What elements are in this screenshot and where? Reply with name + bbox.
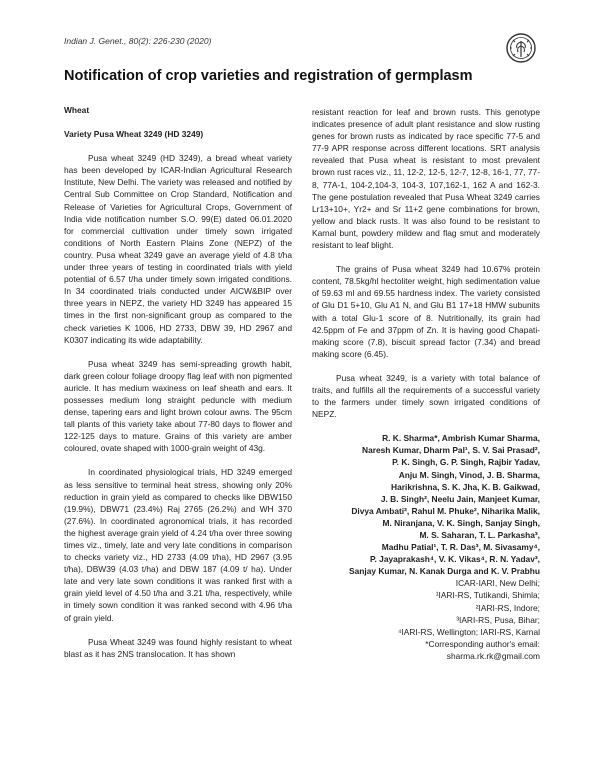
- corresponding-email[interactable]: sharma.rk.rk@gmail.com: [446, 650, 540, 661]
- affiliation-line: *Corresponding author's email:: [425, 638, 540, 649]
- right-column: [312, 106, 540, 662]
- author-line: P. K. Singh, G. P. Singh, Rajbir Yadav,: [392, 457, 540, 468]
- author-list: [312, 432, 540, 577]
- author-line: Divya Ambati², Rahul M. Phuke², Niharika Malik,: [351, 505, 540, 516]
- page-title: Notification of crop varieties and registration of germplasm: [64, 68, 473, 84]
- author-line: R. K. Sharma*, Ambrish Kumar Sharma,: [382, 433, 540, 444]
- author-line: M. Niranjana, V. K. Singh, Sanjay Singh,: [382, 517, 540, 528]
- variety-heading: Variety Pusa Wheat 3249 (HD 3249): [64, 129, 204, 140]
- paragraph: resistant reaction for leaf and brown rusts. This genotype indicates presence of adult plant resistance and slow rusting genes for brown rusts as indicated by race specific 77-5 and 77-9 APR response across different locations. SRT analysis revealed that Pusa wheat is resistant to most prevalent brown rust races viz., 11, 12-2, 12-5, 12-7, 12-8, 16-1, 77, 77-8, 77A-1, 104-2,104-3, 104-3, 107,162-1, 162 A and 162-3. The gene postulation revealed that Pusa Wheat 3249 carries Lr13+10+, Yr2+ and Sr 11+2 gene combinations for brown, yellow and black rusts. It was also found to be resistant to Karnal bunt, powdery mildew and flag smut and moderately resistant to leaf blight.: [312, 107, 540, 251]
- journal-emblem-icon: [505, 32, 537, 64]
- author-line: J. B. Singh², Neelu Jain, Manjeet Kumar,: [380, 493, 540, 504]
- author-line: M. S. Saharan, T. L. Parkasha³,: [419, 530, 540, 540]
- author-line: Harikrishna, S. K. Jha, K. B. Gaikwad,: [391, 481, 540, 492]
- author-block: [312, 432, 540, 662]
- affiliation-line: ICAR-IARI, New Delhi;: [455, 578, 540, 589]
- paragraph: In coordinated physiological trials, HD 3249 emerged as less sensitive to terminal heat stress, showing only 20% reduction in grain yield as compared to checks like DBW150 (19.9%), DBW71 (23.4%) Raj 2765 (26.2%) and WH 370 (27.6%). In coordinated agronomical trials, it has recorded the highest average grain yield of 4.24 t/ha over three sowing times viz., timely, late and very late conditions in comparison to checks variety viz., HD 2733 (4.09 t/ha), HD 2967 (3.95 t/ha), DBW39 (4.03 t/ha) and DBW 187 (4.09 t/ ha). Under late and very late sown conditions it was ranked first with a grain yield level of 4.50 t/ha and 3.21 t/ha, respectively, while in timely sown condition it was ranked second with 4.96 t/ha of grain yield.: [64, 467, 292, 623]
- paragraph: Pusa Wheat 3249 was found highly resistant to wheat blast as it has 2NS translocation. It has shown: [64, 636, 292, 659]
- paragraph: Pusa wheat 3249, is a variety with total balance of traits, and fulfills all the requirements of a successful variety to the farmers under timely sown irrigated conditions of NEPZ.: [312, 372, 540, 420]
- author-line: P. Jayaprakash⁴, V. K. Vikas⁴, R. N. Yadav³,: [370, 554, 540, 565]
- paragraph: Pusa wheat 3249 (HD 3249), a bread wheat variety has been developed by ICAR-Indian Agricultural Research Institute, New Delhi. The variety was released and notified by Central Sub Committee on Crop Standard, Notification and Release of Varieties for Agricultural Crops, Government of India vide notification number S.O. 99(E) dated 06.01.2020 for commercial cultivation under timely sown irrigated conditions of North Eastern Plains Zone (NEPZ) of the country. Pusa wheat 3249 gave an average yield of 4.8 t/ha under three years of testing in coordinated trials with yield potential of 6.57 t/ha under timely sown irrigated conditions. In 34 coordinated trials conducted under AICW&BIP over three years in NEPZ, the variety HD 3249 has appeared 15 times in the first non-significant group as compared to the check varieties K 1006, HD 2733, DBW 39, HD 2967 and K0307 indicating its wide adaptability.: [64, 153, 292, 345]
- affiliation-list: [312, 577, 540, 662]
- section-heading: Wheat: [64, 105, 90, 115]
- affiliation-line: ⁴IARI-RS, Wellington; IARI-RS, Karnal: [397, 626, 540, 637]
- left-column: [64, 104, 292, 660]
- paragraph: The grains of Pusa wheat 3249 had 10.67% protein content, 78.5kg/hl hectoliter weight, high sedimentation value of 59.63 ml and 69.55 hardness index. The variety consisted of Glu D1 5+10, Glu A1 N, and Glu B1 17+18 HMW subunits with a total Glu-1 score of 8. Nutritionally, its grain had 42.5ppm of Fe and 37ppm of Zn. It is having good Chapati-making score (7.8), biscuit spread factor (7.34) and bread making score (6.45).: [312, 264, 540, 359]
- affiliation-line: ²IARI-RS, Indore;: [475, 602, 540, 613]
- affiliation-line: ¹IARI-RS, Tutikandi, Shimla;: [435, 590, 540, 601]
- affiliation-line: ³IARI-RS, Pusa, Bihar;: [456, 614, 540, 625]
- author-line: Naresh Kumar, Dharm Pal¹, S. V. Sai Prasad²,: [362, 445, 540, 456]
- author-line: Sanjay Kumar, N. Kanak Durga and K. V. Prabhu: [349, 566, 540, 577]
- paragraph: Pusa wheat 3249 has semi-spreading growth habit, dark green colour foliage droopy flag leaf with non pigmented auricle. It has medium waxiness on leaf sheath and ears. It possesses medium long straight peduncle with medium dense, tapering ears and light brown colour awns. The 95cm tall plants of this variety take about 77-80 days to flower and 122-125 days to mature. Grains of this variety are amber coloured, ovate shaped with 1000-grain weight of 43g.: [64, 358, 292, 454]
- author-line: Anju M. Singh, Vinod, J. B. Sharma,: [398, 469, 540, 480]
- journal-citation: Indian J. Genet., 80(2): 226-230 (2020): [64, 36, 212, 46]
- author-line: Madhu Patial¹, T. R. Das³, M. Sivasamy⁴,: [381, 542, 540, 553]
